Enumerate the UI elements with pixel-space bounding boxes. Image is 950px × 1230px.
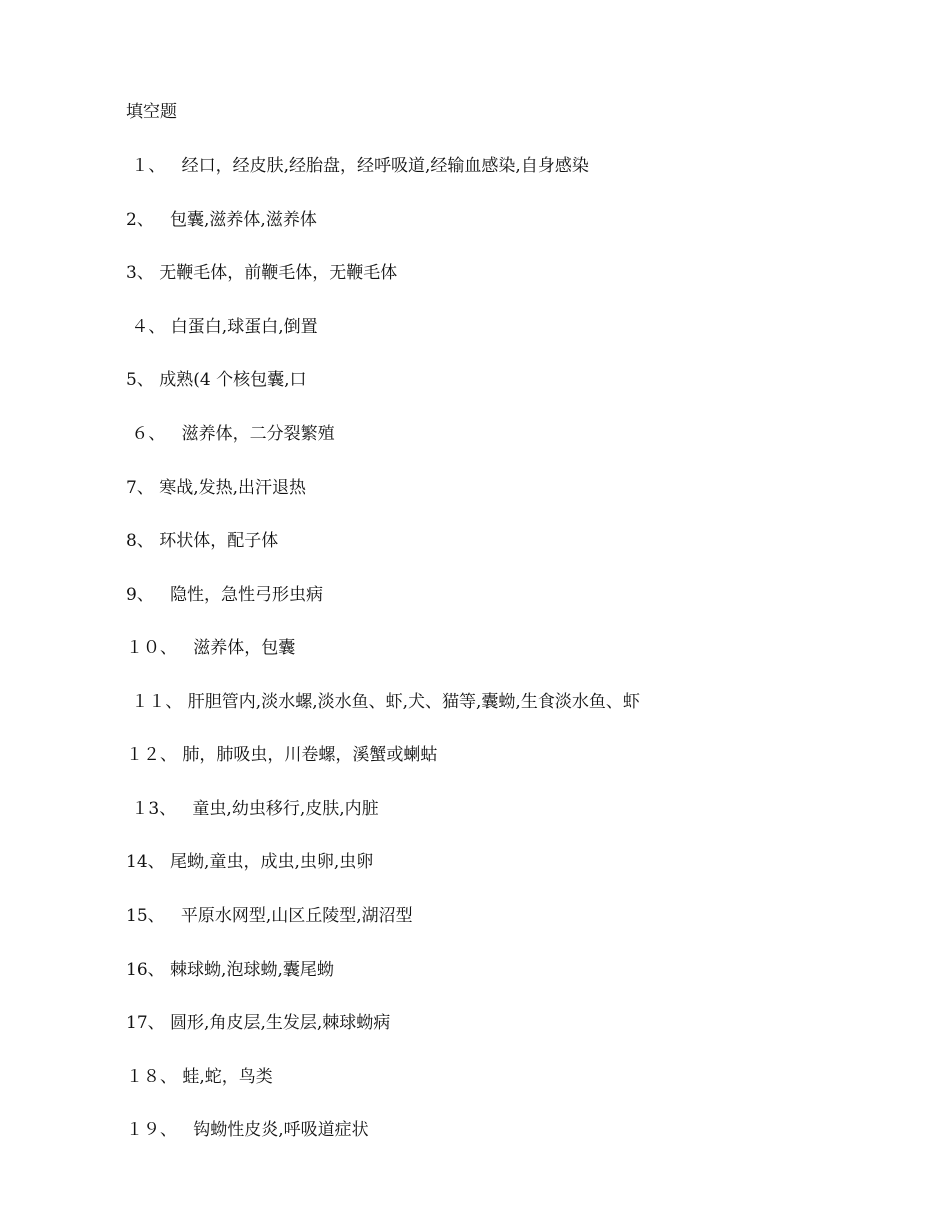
answer-item-5: 5、 成熟(4 个核包囊,口: [126, 370, 307, 390]
answer-item-3: 3、 无鞭毛体，前鞭毛体，无鞭毛体: [126, 263, 398, 283]
answer-item-11: １１、 肝胆管内,淡水螺,淡水鱼、虾,犬、猫等,囊蚴,生食淡水鱼、虾: [126, 692, 640, 712]
answer-item-8: 8、 环状体，配子体: [126, 531, 279, 551]
answer-item-4: ４、 白蛋白,球蛋白,倒置: [126, 317, 318, 337]
answer-item-10: １０、 滋养体，包囊: [126, 638, 296, 658]
answer-item-16: 16、 棘球蚴,泡球蚴,囊尾蚴: [126, 960, 334, 980]
answer-item-15: 15、 平原水网型,山区丘陵型,湖沼型: [126, 906, 413, 926]
answer-item-14: 14、 尾蚴,童虫，成虫,虫卵,虫卵: [126, 852, 374, 872]
answer-item-1: １、 经口，经皮肤,经胎盘，经呼吸道,经输血感染,自身感染: [126, 156, 589, 176]
answer-item-7: 7、 寒战,发热,出汗退热: [126, 478, 307, 498]
answer-item-12: １２、 肺，肺吸虫，川卷螺，溪蟹或蝲蛄: [126, 745, 438, 765]
answer-item-13: １3、 童虫,幼虫移行,皮肤,内脏: [126, 799, 379, 819]
answer-item-18: １８、 蛙,蛇，鸟类: [126, 1067, 273, 1087]
answer-item-6: ６、 滋养体，二分裂繁殖: [126, 424, 335, 444]
section-heading: 填空题: [126, 102, 177, 122]
answer-item-17: 17、 圆形,角皮层,生发层,棘球蚴病: [126, 1013, 391, 1033]
answer-item-9: 9、 隐性，急性弓形虫病: [126, 585, 324, 605]
answer-item-2: 2、 包囊,滋养体,滋养体: [126, 210, 317, 230]
answer-item-19: １９、 钩蚴性皮炎,呼吸道症状: [126, 1120, 369, 1140]
